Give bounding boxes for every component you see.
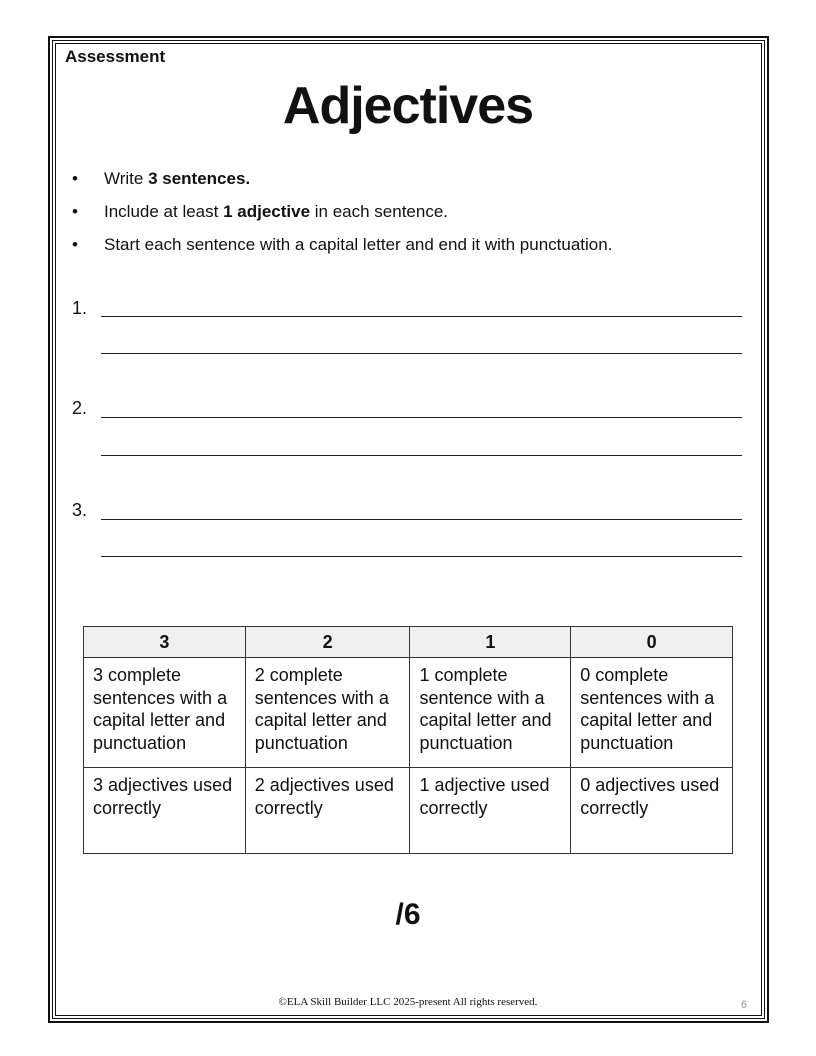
table-row (84, 658, 733, 768)
rubric-header-cell: 2 (245, 627, 410, 658)
rubric-header-cell: 0 (571, 627, 733, 658)
rubric-header-cell: 3 (84, 627, 246, 658)
copyright-footer: ©ELA Skill Builder LLC 2025-present All rights reserved. (278, 996, 538, 1008)
answer-line-1a[interactable] (101, 316, 742, 317)
answer-line-2a[interactable] (101, 417, 742, 418)
instructions-list (72, 166, 612, 265)
rubric-table (83, 626, 733, 854)
page-title: Adjectives (282, 77, 534, 135)
instruction-item: • Start each sentence with a capital letter and end it with punctuation. (72, 232, 612, 265)
bullet-icon: • (72, 169, 78, 188)
instruction-item: • Write 3 sentences. (72, 166, 612, 199)
score-total: /6 (395, 898, 421, 931)
rubric-cell: 3 complete sentences with a capital letter and punctuation (84, 658, 246, 768)
rubric-cell: 1 adjective used correctly (410, 768, 571, 854)
answer-number-1: 1. (72, 298, 88, 318)
rubric-cell: 0 adjectives used correctly (571, 768, 733, 854)
rubric-header-cell: 1 (410, 627, 571, 658)
answer-line-3a[interactable] (101, 519, 742, 520)
instruction-item: • Include at least 1 adjective in each sentence. (72, 199, 612, 232)
rubric-header-row (84, 627, 733, 658)
answer-line-1b[interactable] (101, 353, 742, 354)
answer-number-2: 2. (72, 398, 88, 418)
rubric-cell: 3 adjectives used correctly (84, 768, 246, 854)
page-number: 6 (741, 999, 748, 1011)
rubric-cell: 2 complete sentences with a capital letter and punctuation (245, 658, 410, 768)
assessment-label: Assessment (65, 47, 166, 66)
bullet-icon: • (72, 235, 78, 254)
answer-number-3: 3. (72, 500, 88, 520)
table-row (84, 768, 733, 854)
rubric-cell: 0 complete sentences with a capital letter and punctuation (571, 658, 733, 768)
rubric-cell: 1 complete sentence with a capital letter and punctuation (410, 658, 571, 768)
answer-line-2b[interactable] (101, 455, 742, 456)
bullet-icon: • (72, 202, 78, 221)
rubric-cell: 2 adjectives used correctly (245, 768, 410, 854)
answer-line-3b[interactable] (101, 556, 742, 557)
